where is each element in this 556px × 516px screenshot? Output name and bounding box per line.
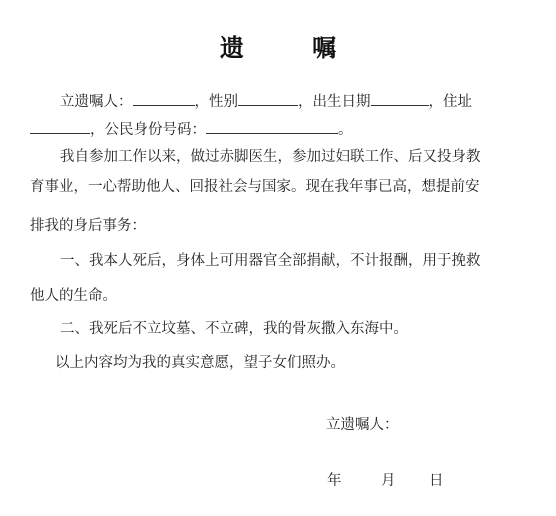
paragraph-1-line-3: 排我的身后事务： [30,218,146,234]
id-number-label: ，公民身份号码： [90,122,206,138]
gender-blank [238,92,298,106]
address-blank [30,120,90,134]
signature-label: 立遗嘱人： [326,417,399,433]
gender-label: ，性别 [194,94,238,110]
date-year: 年 [327,473,342,489]
date-day: 日 [429,473,444,489]
intro-end: 。 [338,122,353,138]
paragraph-2-line-1: 一、我本人死后，身体上可用器官全部捐献，不计报酬，用于挽救 [60,253,481,269]
paragraph-4-line-1: 以上内容均为我的真实意愿，望子女们照办。 [55,355,345,371]
paragraph-3-line-1: 二、我死后不立坟墓、不立碑，我的骨灰撒入东海中。 [60,321,408,337]
document-title: 遗 嘱 [219,34,367,62]
address-label: ，住址 [428,94,472,110]
paragraph-1-line-2: 育事业，一心帮助他人、回报社会与国家。现在我年事已高，想提前安 [30,179,480,195]
paragraph-2-line-2: 他人的生命。 [30,288,117,304]
date-month: 月 [381,473,396,489]
birthdate-blank [371,92,429,106]
testator-info-line-2 [30,120,353,139]
testator-label: 立遗嘱人： [60,94,133,110]
id-number-blank [206,120,338,134]
paragraph-1-line-1: 我自参加工作以来，做过赤脚医生，参加过妇联工作、后又投身教 [60,149,481,165]
testator-info-line-1 [60,92,472,111]
birthdate-label: ，出生日期 [298,94,371,110]
testator-name-blank [133,92,195,106]
